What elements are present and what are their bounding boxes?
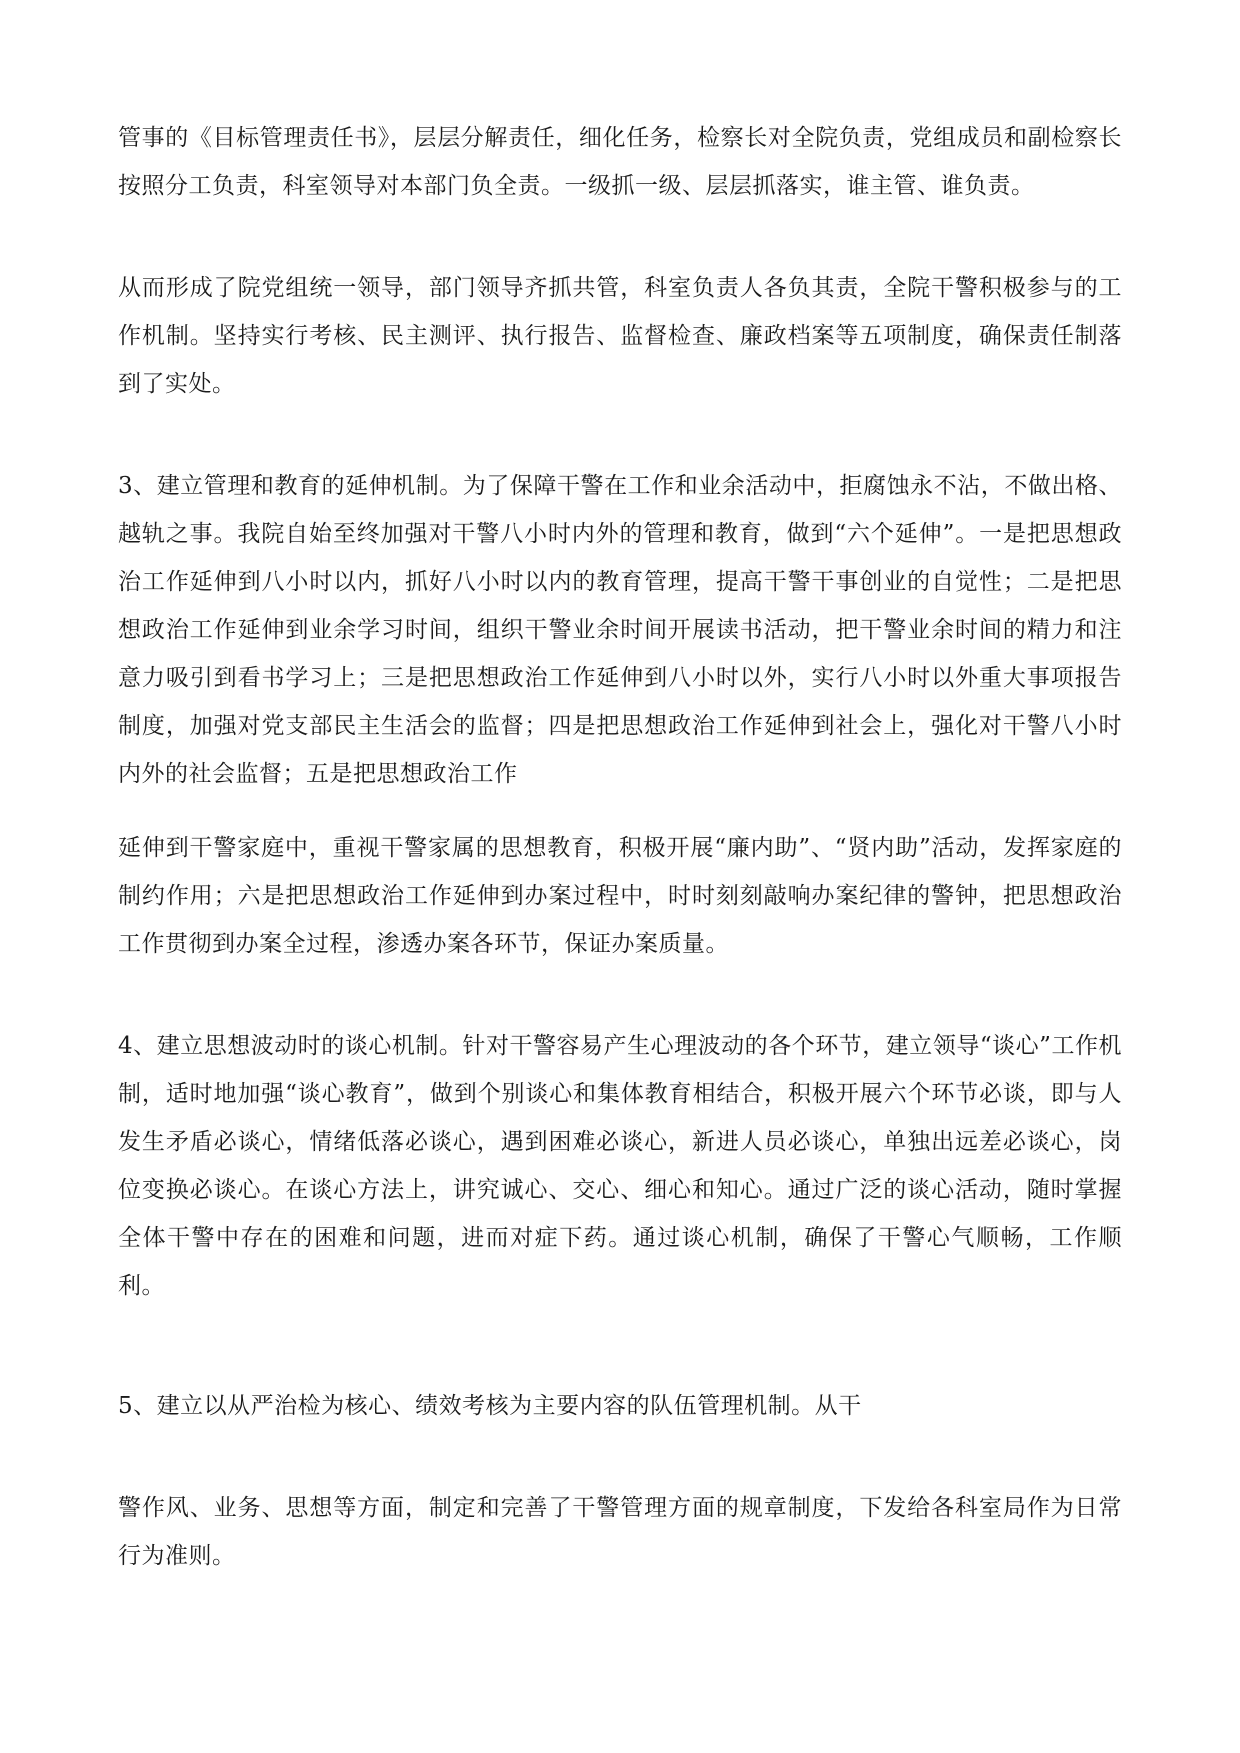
paragraph-target-responsibility: 管事的《目标管理责任书》，层层分解责任，细化任务，检察长对全院负责，党组成员和副检察长按照分工负责，科室领导对本部门负全责。一级抓一级、层层抓落实，谁主管、谁负责。 <box>118 125 1122 199</box>
paragraph-extension-mechanism: 3、建立管理和教育的延伸机制。为了保障干警在工作和业余活动中，拒腐蚀永不沾，不做出格、越轨之事。我院自始至终加强对干警八小时内外的管理和教育，做到“六个延伸”。一是把思想政治工作延伸到八小时以内，抓好八小时以内的教育管理，提高干警干事创业的自觉性；二是把思想政治工作延伸到业余学习时间，组织干警业余时间开展读书活动，把干警业余时间的精力和注意力吸引到看书学习上；三是把思想政治工作延伸到八小时以外，实行八小时以外重大事项报告制度，加强对党支部民主生活会的监督；四是把思想政治工作延伸到社会上，强化对干警八小时内外的社会监督；五是把思想政治工作 <box>118 473 1122 787</box>
paragraph-team-management: 5、建立以从严治检为核心、绩效考核为主要内容的队伍管理机制。从干 <box>118 1393 862 1419</box>
paragraph-talk-mechanism: 4、建立思想波动时的谈心机制。针对干警容易产生心理波动的各个环节，建立领导“谈心”工作机制，适时地加强“谈心教育”，做到个别谈心和集体教育相结合，积极开展六个环节必谈，即与人发生矛盾必谈心，情绪低落必谈心，遇到困难必谈心，新进人员必谈心，单独出远差必谈心，岗位变换必谈心。在谈心方法上，讲究诚心、交心、细心和知心。通过广泛的谈心活动，随时掌握全体干警中存在的困难和问题，进而对症下药。通过谈心机制，确保了干警心气顺畅，工作顺利。 <box>118 1033 1122 1299</box>
paragraph-team-management-continued: 警作风、业务、思想等方面，制定和完善了干警管理方面的规章制度，下发给各科室局作为日常行为准则。 <box>118 1495 1122 1569</box>
paragraph-working-mechanism: 从而形成了院党组统一领导，部门领导齐抓共管，科室负责人各负其责，全院干警积极参与的工作机制。坚持实行考核、民主测评、执行报告、监督检查、廉政档案等五项制度，确保责任制落到了实处。 <box>118 275 1122 397</box>
paragraph-extension-continued: 延伸到干警家庭中，重视干警家属的思想教育，积极开展“廉内助”、“贤内助”活动，发挥家庭的制约作用；六是把思想政治工作延伸到办案过程中，时时刻刻敲响办案纪律的警钟，把思想政治工作贯彻到办案全过程，渗透办案各环节，保证办案质量。 <box>118 835 1122 957</box>
